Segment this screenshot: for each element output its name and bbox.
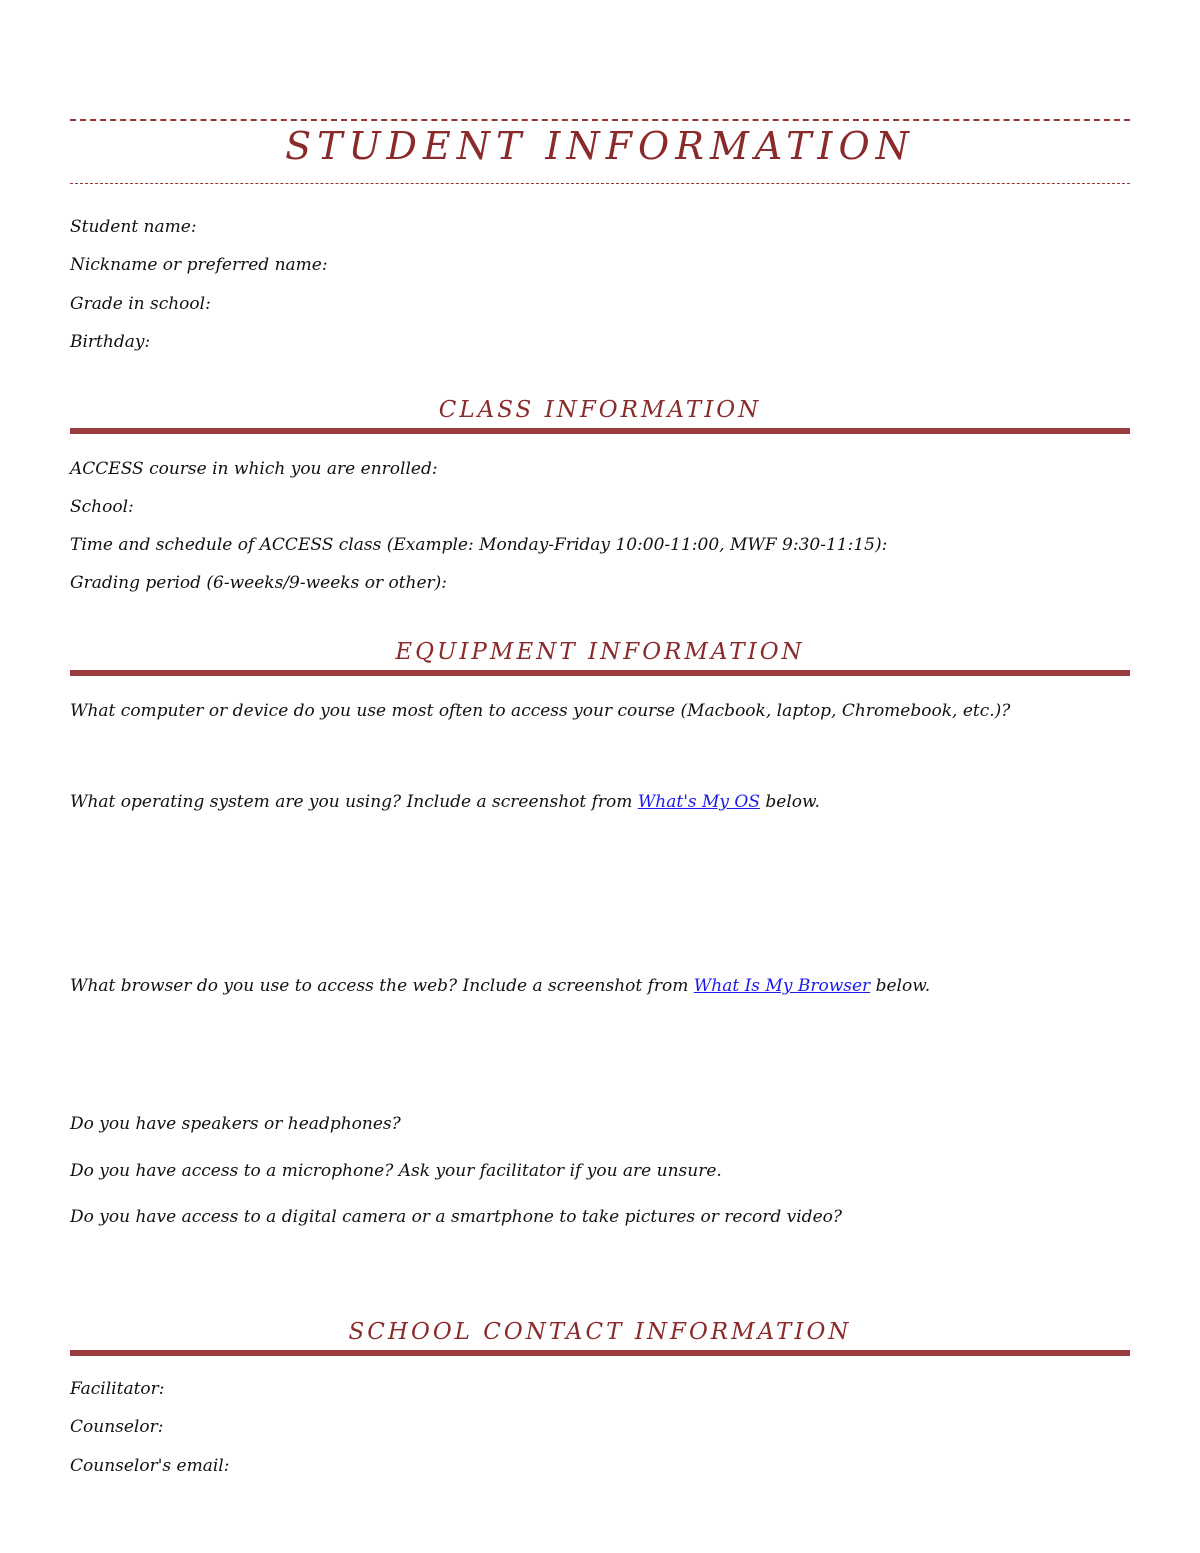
question-os — [70, 792, 820, 812]
question-device: What computer or device do you use most often to access your course (Macbook, laptop, Chromebook, etc.)? — [70, 701, 1011, 721]
question-os-text: What operating system are you using? Include a screenshot from — [70, 792, 638, 812]
whats-my-os-link[interactable]: What's My OS — [637, 792, 760, 812]
page-title: STUDENT INFORMATION — [285, 124, 915, 168]
field-counselor-email: Counselor's email: — [70, 1456, 230, 1476]
question-speakers: Do you have speakers or headphones? — [70, 1114, 401, 1134]
section-rule-class — [70, 428, 1130, 434]
field-counselor: Counselor: — [70, 1417, 164, 1437]
question-microphone: Do you have access to a microphone? Ask your facilitator if you are unsure. — [70, 1161, 722, 1181]
section-rule-contact — [70, 1350, 1130, 1356]
question-browser-suffix: below. — [870, 976, 931, 996]
field-nickname: Nickname or preferred name: — [70, 255, 328, 275]
section-heading-equipment: EQUIPMENT INFORMATION — [395, 639, 805, 665]
what-is-my-browser-link[interactable]: What Is My Browser — [693, 976, 871, 996]
question-camera: Do you have access to a digital camera or a smartphone to take pictures or record video? — [70, 1207, 842, 1227]
field-grading-period: Grading period (6-weeks/9-weeks or other): — [70, 573, 448, 593]
field-access-course: ACCESS course in which you are enrolled: — [70, 459, 438, 479]
section-heading-contact: SCHOOL CONTACT INFORMATION — [348, 1319, 852, 1345]
question-browser — [70, 976, 930, 996]
question-os-suffix: below. — [760, 792, 820, 812]
title-bottom-rule — [70, 183, 1130, 184]
field-birthday: Birthday: — [70, 332, 151, 352]
title-top-rule — [70, 119, 1130, 121]
field-grade: Grade in school: — [70, 294, 211, 314]
field-facilitator: Facilitator: — [70, 1379, 165, 1399]
section-heading-class: CLASS INFORMATION — [438, 397, 762, 423]
section-rule-equipment — [70, 670, 1130, 676]
question-browser-text: What browser do you use to access the web? Include a screenshot from — [70, 976, 694, 996]
field-student-name: Student name: — [70, 217, 197, 237]
field-school: School: — [70, 497, 134, 517]
field-schedule: Time and schedule of ACCESS class (Example: Monday-Friday 10:00-11:00, MWF 9:30-11:15): — [70, 535, 888, 555]
